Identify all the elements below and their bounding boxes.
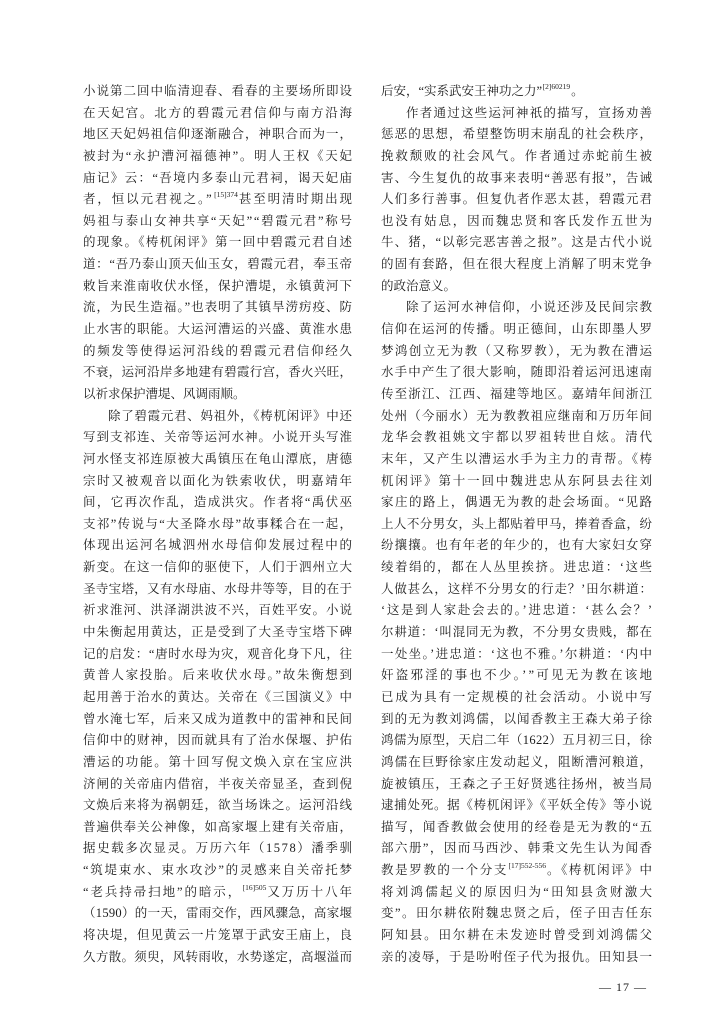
text-line (381, 557, 652, 579)
text-segment: 水手中产生了很大影响，随即沿着运河迅速南 (381, 365, 654, 380)
text-segment: 支祁”传说与“大圣降水母”故事糅合在一起， (83, 516, 354, 531)
text-line (83, 925, 352, 947)
text-line (83, 730, 352, 752)
text-segment: 将决堤，但见黄云一片笼罩于武安王庙上，良 (83, 927, 353, 942)
text-line (381, 124, 652, 146)
text-line (381, 384, 652, 406)
text-line (381, 817, 652, 839)
text-line (83, 341, 352, 363)
text-line (83, 795, 352, 817)
text-line (83, 103, 352, 125)
text-segment: 间，它再次作乱，造成洪灾。作者将“禹伏巫 (83, 495, 354, 510)
text-line (83, 579, 352, 601)
text-line (83, 774, 352, 796)
text-segment: 描写，闻香教做会使用的经卷是无为教的“五 (381, 819, 654, 834)
text-segment: 末年，又产生以漕运水手为主力的青帮。《梼 (381, 451, 654, 466)
text-line (83, 622, 352, 644)
text-segment: 止水害的职能。大运河漕运的兴盛、黄淮水患 (83, 322, 353, 337)
text-line (83, 882, 352, 904)
text-line (83, 189, 352, 211)
citation-ref: [2]60219 (542, 82, 571, 91)
text-line (381, 579, 652, 601)
citation-ref: [15]374 (214, 190, 238, 200)
text-line (381, 882, 655, 904)
text-line (83, 817, 352, 839)
text-segment: 记的启发：“唐时水母为灾，观音化身下凡，往 (83, 646, 353, 661)
text-segment: 除了运河水神信仰，小说还涉及民间宗教 (406, 300, 654, 315)
text-line (83, 362, 352, 384)
text-line (381, 730, 652, 752)
text-segment: 也没有姑息，因而魏忠贤和客氏发作五世为 (381, 213, 654, 228)
page-number: — 17 — (599, 980, 647, 994)
text-segment: 奸盗邪淫的事也不少。’”可见无为教在该地 (381, 668, 655, 683)
text-segment: 又万历十八年 (267, 884, 354, 899)
text-line (381, 709, 652, 731)
text-line (83, 687, 352, 709)
text-segment: 写到支祁连、关帝等运河水神。小说开头写淮 (83, 430, 353, 445)
text-segment: 被封为“永护漕河福德神”。明人王权《天妃 (83, 148, 354, 163)
text-line (83, 168, 352, 190)
text-line (381, 860, 652, 882)
text-segment: 人做甚么，这样不分男女的行走？’田尔耕道： (381, 581, 653, 596)
text-segment: 处州（今丽水）无为教教祖应继南和万历年间 (381, 408, 654, 423)
text-line (83, 146, 352, 168)
text-segment: 纷攘攘。也有年老的年少的，也有大家妇女穿 (381, 538, 654, 553)
text-segment: ‘这是到人家赴会去的。’进忠道：‘甚么会？’ (381, 603, 654, 618)
text-line (381, 297, 652, 319)
text-segment: 将刘鸿儒起义的原因归为“田知县贪财激大 (381, 884, 655, 899)
text-segment: 挽救颓败的社会风气。作者通过赤蛇前生被 (381, 148, 654, 163)
text-line (83, 319, 352, 341)
text-line (83, 471, 352, 493)
text-segment: 河水怪支祁连原被大禹镇压在龟山潭底，唐德 (83, 451, 353, 466)
text-segment: 曾水淹七军，后来又成为道教中的雷神和民间 (83, 711, 353, 726)
text-segment: 祈求淮河、洪泽湖洪波不兴，百姓平安。小说 (83, 603, 353, 618)
text-segment: 中朱衡起用黄达，正是受到了大圣寺宝塔下碑 (83, 625, 353, 640)
text-line (381, 449, 652, 471)
text-line (83, 297, 352, 319)
paragraph (83, 406, 352, 969)
text-segment: 甚至明清时期出现 (238, 192, 354, 207)
text-line (83, 860, 352, 882)
text-line (381, 947, 652, 969)
text-segment: 上人不分男女，头上都贴着甲马，捧着香盒，纷 (381, 516, 653, 531)
text-line (83, 947, 352, 969)
text-segment: 的政治意义。 (381, 278, 457, 293)
text-line (83, 276, 352, 298)
text-line (381, 406, 652, 428)
text-segment: 逮捕处死。据《梼杌闲评》《平妖全传》等小说 (381, 798, 653, 813)
text-line (83, 427, 352, 449)
text-segment: 尔耕道：‘叫混同无为教，不分男女贵贱，都在 (381, 625, 653, 640)
text-segment: 文焕后来将为祸朝廷，欲当场诛之。运河沿线 (83, 798, 353, 813)
text-line (381, 232, 652, 254)
text-segment: 以祈求保护漕堤、风调雨顺。 (83, 386, 246, 401)
text-line (381, 644, 652, 666)
text-segment: 鸿儒在巨野徐家庄发动起义，阻断漕河粮道， (381, 754, 654, 769)
text-segment: 到的无为教刘鸿儒，以闻香教主王森大弟子徐 (381, 711, 654, 726)
text-segment: 流，为民生造福。”也表明了其镇旱涝疠疫、防 (83, 300, 353, 315)
text-segment: 作者通过这些运河神祇的描写，宣扬劝善 (406, 105, 654, 120)
text-segment: 。 (571, 84, 584, 98)
text-segment: 漕运的功能。第十回写倪文焕入京在宝应洪 (83, 754, 354, 769)
text-segment: 教是罗教的一个分支 (381, 863, 508, 878)
text-segment: 地区天妃妈祖信仰逐渐融合，神职合而为一， (83, 127, 353, 142)
text-segment: “老兵持帚扫地”的暗示， (83, 884, 243, 899)
text-segment: 惩恶的思想，希望整饬明末崩乱的社会秩序， (381, 127, 654, 142)
text-line (83, 81, 352, 103)
text-segment: 的固有套路，但在很大程度上消解了明末党争 (381, 257, 654, 272)
text-segment: 庙记》云：“吾境内多泰山元君祠，谒天妃庙 (83, 170, 354, 185)
text-line (381, 903, 652, 925)
left-column (83, 81, 352, 968)
text-line (83, 514, 352, 536)
text-segment: 人们多行善事。但复仇者作恶太甚，碧霞元君 (381, 192, 654, 207)
text-line (381, 341, 652, 363)
text-segment: 黄普人家投胎。后来收伏水母。”故朱衡想到 (83, 668, 354, 683)
text-line (381, 362, 652, 384)
text-segment: 宗时又被观音以面化为铁索收伏，明嘉靖年 (83, 473, 354, 488)
text-segment: 已成为具有一定规模的社会活动。小说中写 (381, 689, 654, 704)
text-line (381, 774, 652, 796)
text-segment: 龙华会教祖姚文宇都以罗祖转世自炫。清代 (381, 430, 654, 445)
text-segment: 济闸的关帝庙内借宿，半夜关帝显圣，查到倪 (83, 776, 353, 791)
text-segment: 信仰在运河的传播。明正德间，山东即墨人罗 (381, 322, 654, 337)
text-segment: 一处坐。’进忠道：‘这也不雅。’尔耕道：‘内中 (381, 646, 654, 661)
text-line (381, 81, 652, 103)
citation-ref: [17]552-556 (508, 861, 546, 871)
text-line (83, 557, 352, 579)
text-segment: 的现象。《梼杌闲评》第一回中碧霞元君自述 (83, 235, 354, 250)
text-line (83, 254, 352, 276)
text-line (381, 276, 652, 298)
paragraph (381, 81, 652, 103)
text-line (83, 211, 352, 233)
text-line (83, 838, 352, 860)
text-line (83, 492, 352, 514)
text-segment: 敕旨来淮南收伏水怪，保护漕堤，永镇黄河下 (83, 278, 353, 293)
text-segment: 鸿儒为原型，天启二年（1622）五月初三日，徐 (381, 733, 653, 748)
text-segment: “筑堤束水、束水攻沙”的灵感来自关帝托梦 (83, 863, 354, 878)
text-line (381, 211, 652, 233)
text-line (381, 622, 652, 644)
text-segment: 小说第二回中临清迎春、看春的主要场所即设 (83, 84, 353, 98)
text-line (381, 665, 655, 687)
text-line (381, 838, 652, 860)
text-segment: （1590）的一天，雷雨交作，西风骤急，高家堰 (83, 906, 353, 921)
text-line (381, 925, 652, 947)
text-line (381, 189, 652, 211)
text-segment: 圣寺宝塔，又有水母庙、水母井等等，目的在于 (83, 581, 353, 596)
text-line (381, 471, 652, 493)
text-segment: 不衰，运河沿岸多地建有碧霞行宫，香火兴旺， (83, 365, 353, 380)
text-segment: 信仰中的财神，因而就具有了治水保堰、护佑 (83, 733, 353, 748)
text-segment: 妈祖与泰山女神共享“天妃”“碧霞元君”称号 (83, 213, 354, 228)
text-segment: 据史载多次显灵。万历六年（1578）潘季驯 (83, 841, 354, 856)
text-line (381, 752, 652, 774)
text-line (381, 103, 652, 125)
paragraph (381, 103, 652, 298)
paragraph (381, 297, 655, 968)
text-line (83, 232, 352, 254)
text-line (381, 146, 652, 168)
text-segment: 后安，“实系武安王神功之力” (381, 84, 543, 98)
text-segment: 久方散。须臾，风转雨收，水势遂定，高堰溢而 (83, 949, 353, 964)
text-line (83, 709, 352, 731)
text-segment: 体现出运河名城泗州水母信仰发展过程中的 (83, 538, 354, 553)
text-line (381, 254, 652, 276)
text-segment: 杌闲评》第十一回中魏进忠从东阿县去往刘 (381, 473, 654, 488)
text-line (381, 492, 652, 514)
text-segment: 在天妃宫。北方的碧霞元君信仰与南方沿海 (83, 105, 354, 120)
text-line (83, 384, 352, 406)
text-segment: 除了碧霞元君、妈祖外，《梼杌闲评》中还 (108, 408, 353, 423)
text-segment: 。《梼杌闲评》中 (546, 863, 654, 878)
text-segment: 起用善于治水的黄达。关帝在《三国演义》中 (83, 689, 353, 704)
text-segment: 者，恒以元君视之。” (83, 192, 214, 207)
text-segment: 梦鸿创立无为教（又称罗教），无为教在漕运 (381, 343, 654, 358)
text-line (83, 406, 352, 428)
text-line (83, 124, 352, 146)
text-line (83, 903, 352, 925)
text-segment: 变”。田尔耕依附魏忠贤之后，侄子田吉任东 (381, 906, 654, 921)
text-line (381, 535, 652, 557)
text-segment: 传至浙江、江西、福建等地区。嘉靖年间浙江 (381, 386, 654, 401)
text-segment: 道：“吾乃泰山顶天仙玉女，碧霞元君，奉玉帝 (83, 257, 353, 272)
text-line (381, 168, 652, 190)
paragraph (83, 81, 352, 406)
text-segment: 旋被镇压，王森之子王好贤逃往扬州，被当局 (381, 776, 654, 791)
text-line (381, 687, 652, 709)
text-line (83, 449, 352, 471)
text-segment: 的频发等使得运河沿线的碧霞元君信仰经久 (83, 343, 354, 358)
citation-ref: [16]505 (242, 882, 267, 892)
text-line (381, 600, 652, 622)
text-segment: 绫着绢的，都在人丛里挨挤。进忠道：‘这些 (381, 560, 654, 575)
right-column (381, 81, 655, 968)
text-segment: 害、今生复仇的故事来表明“善恶有报”，告诫 (381, 170, 654, 185)
text-line (381, 319, 652, 341)
text-segment: 阿知县。田尔耕在未发迹时曾受到刘鸿儒父 (381, 927, 654, 942)
text-line (381, 514, 652, 536)
text-segment: 牛、猪，“以彰完恶害善之报”。这是古代小说 (381, 235, 654, 250)
text-segment: 新变。在这一信仰的驱使下，人们于泗州立大 (83, 560, 353, 575)
text-line (83, 665, 352, 687)
text-line (83, 644, 352, 666)
text-line (83, 752, 352, 774)
text-line (83, 535, 352, 557)
text-line (381, 427, 652, 449)
text-segment: 家庄的路上，偶遇无为教的赴会场面。“见路 (381, 495, 654, 510)
text-line (83, 600, 352, 622)
text-segment: 普遍供奉关公神像，如高家堰上建有关帝庙， (83, 819, 353, 834)
text-segment: 亲的凌辱，于是吩咐侄子代为报仇。田知县一 (381, 949, 654, 964)
text-line (381, 795, 652, 817)
text-segment: 部六册”，因而马西沙、韩秉文先生认为闻香 (381, 841, 654, 856)
